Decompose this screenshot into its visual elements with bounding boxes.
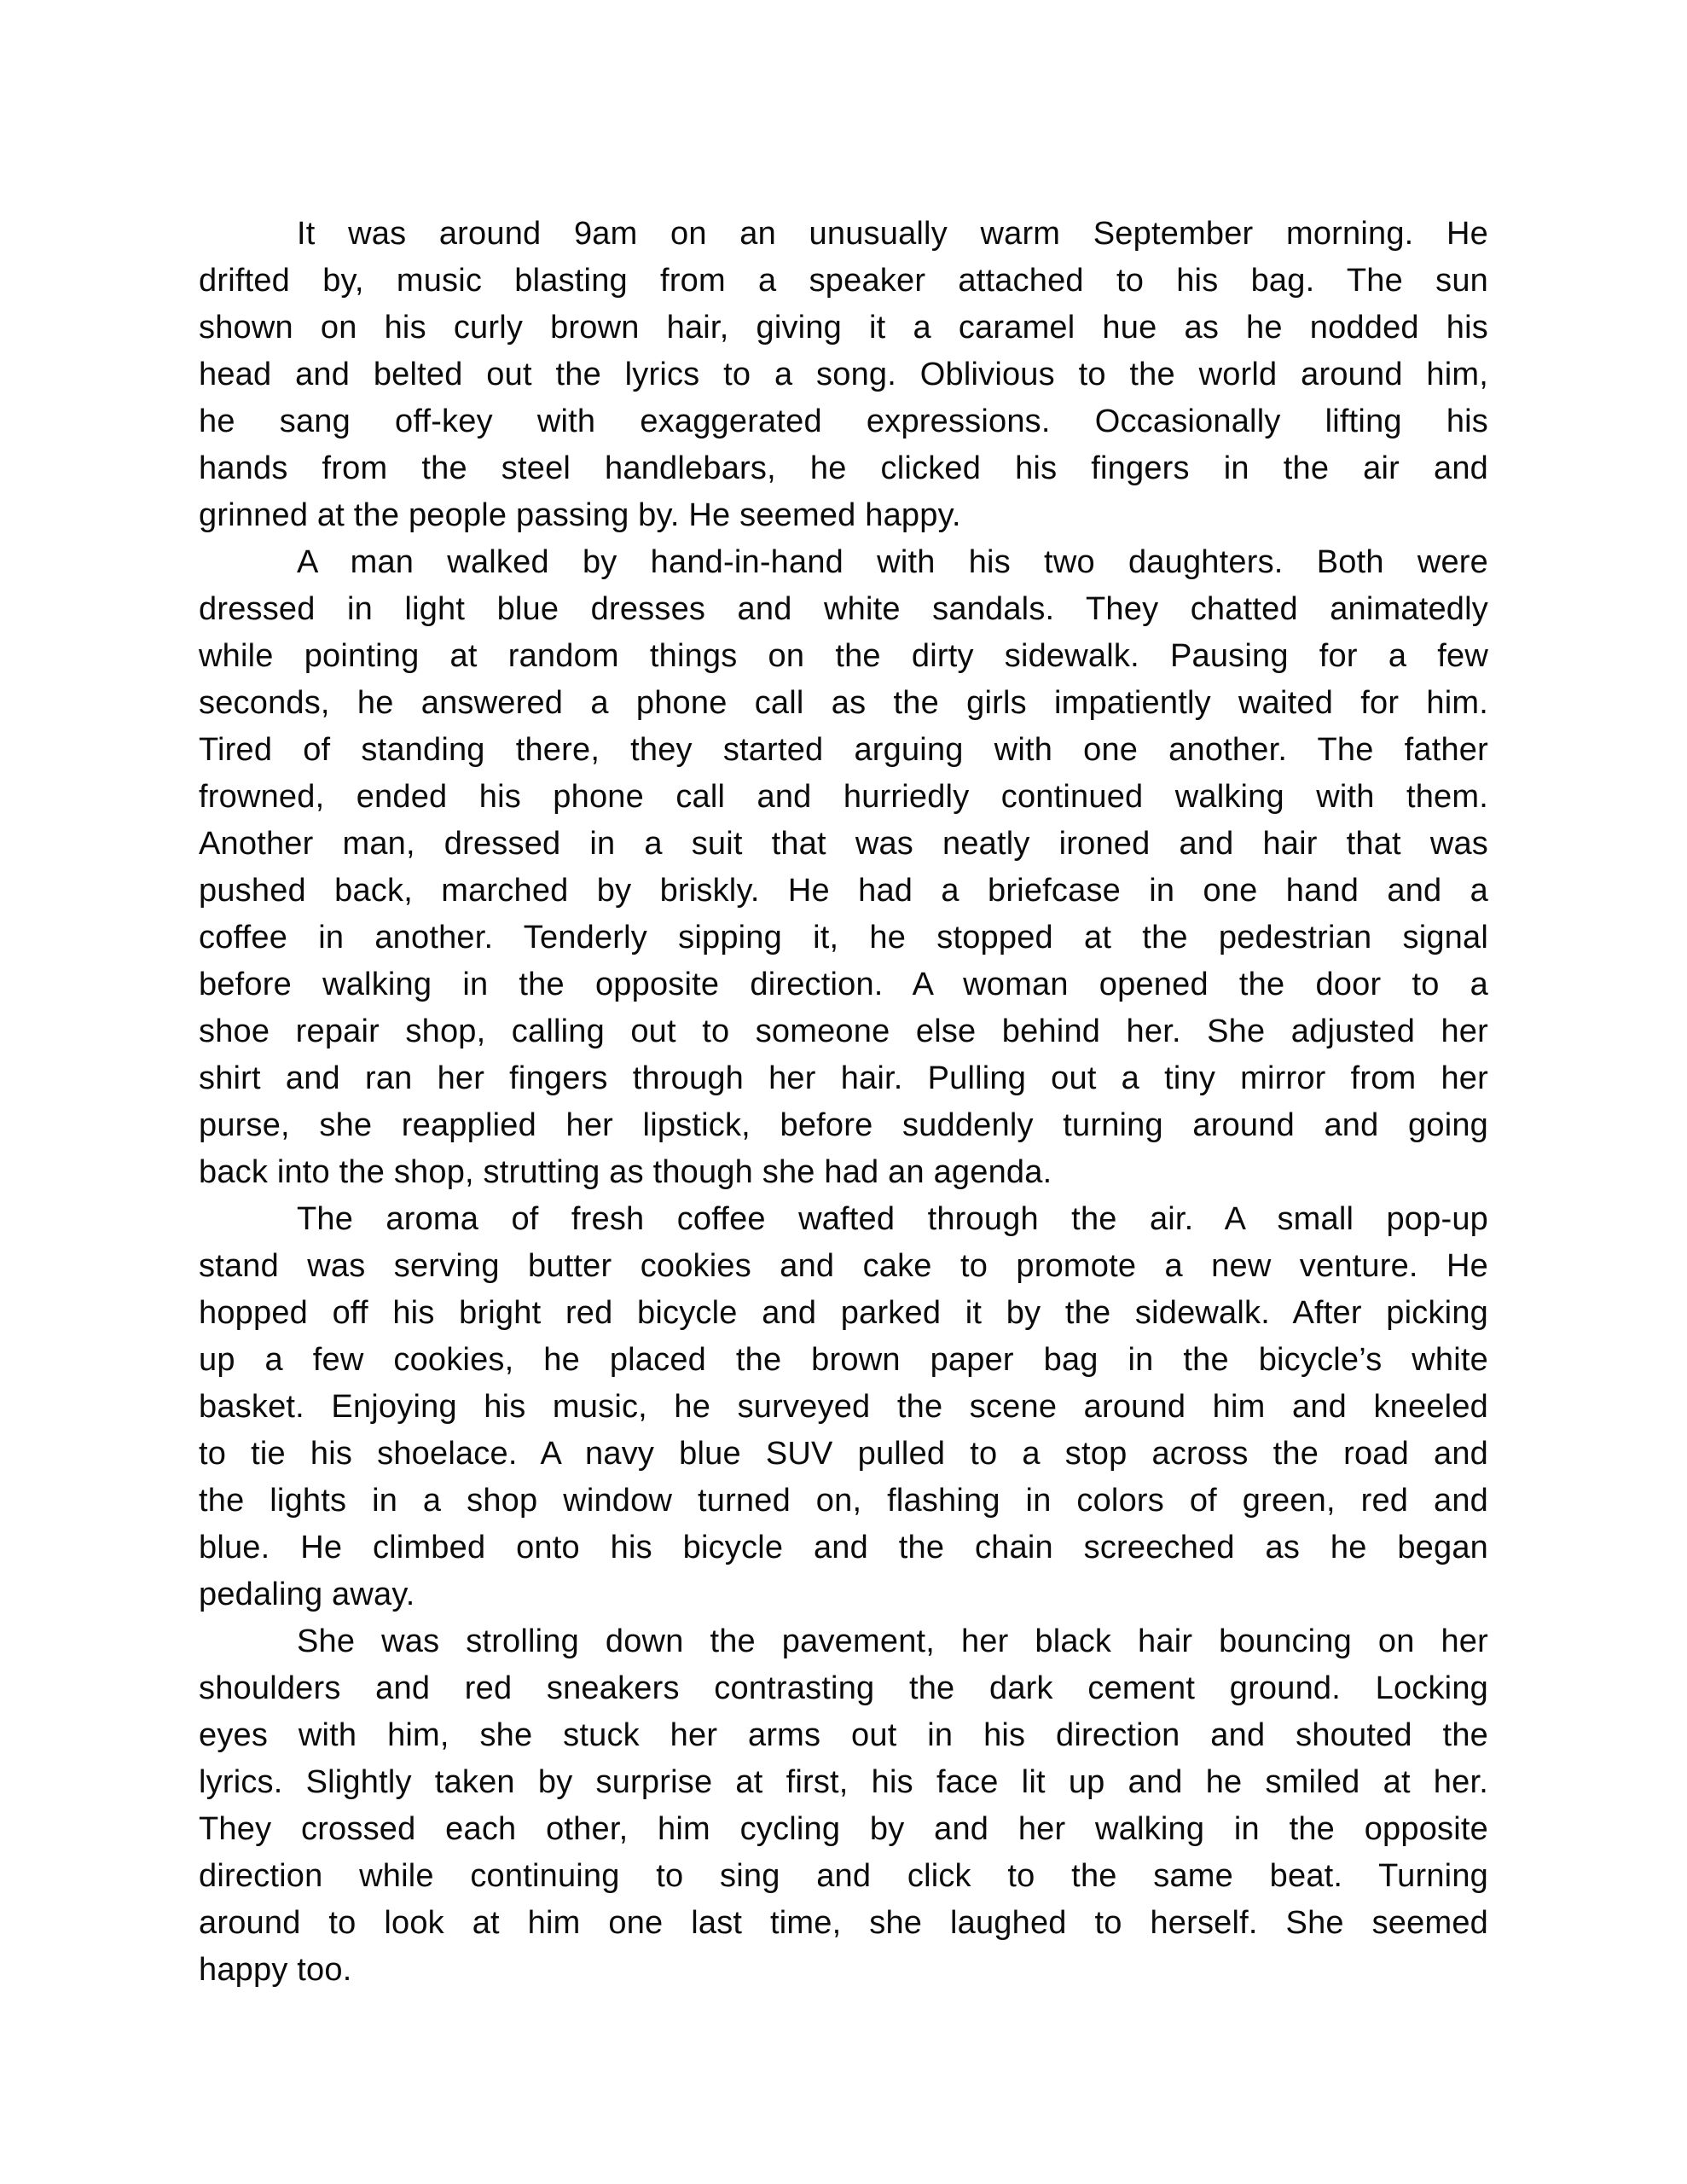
text-line: blue. He climbed onto his bicycle and the chain screeched as he began — [199, 1530, 1488, 1565]
paragraph — [199, 1618, 1488, 1994]
text-line: stand was serving butter cookies and cake to promote a new venture. He — [199, 1248, 1488, 1284]
text-line: coffee in another. Tenderly sipping it, he stopped at the pedestrian signal — [199, 920, 1488, 956]
text-line: pushed back, marched by briskly. He had a briefcase in one hand and a — [199, 873, 1488, 909]
text-line: around to look at him one last time, she laughed to herself. She seemed — [199, 1905, 1488, 1941]
story-text-block — [199, 211, 1488, 1994]
text-line: before walking in the opposite direction. A woman opened the door to a — [199, 967, 1488, 1002]
text-line: purse, she reapplied her lipstick, before suddenly turning around and going — [199, 1107, 1488, 1143]
text-line: shoulders and red sneakers contrasting the dark cement ground. Locking — [199, 1670, 1488, 1706]
text-line: back into the shop, strutting as though she had an agenda. — [199, 1154, 1052, 1190]
paragraph — [199, 539, 1488, 1196]
text-line: up a few cookies, he placed the brown paper bag in the bicycle’s white — [199, 1342, 1488, 1378]
text-line: grinned at the people passing by. He seemed happy. — [199, 497, 961, 533]
text-line: eyes with him, she stuck her arms out in his direction and shouted the — [199, 1717, 1488, 1753]
text-line: It was around 9am on an unusually warm September morning. He — [297, 216, 1488, 252]
text-line: hands from the steel handlebars, he clicked his fingers in the air and — [199, 450, 1488, 486]
text-line: shown on his curly brown hair, giving it a caramel hue as he nodded his — [199, 310, 1488, 346]
text-line: pedaling away. — [199, 1577, 415, 1612]
text-line: lyrics. Slightly taken by surprise at first, his face lit up and he smiled at her. — [199, 1764, 1488, 1800]
text-line: Another man, dressed in a suit that was neatly ironed and hair that was — [199, 826, 1488, 862]
text-line: seconds, he answered a phone call as the girls impatiently waited for him. — [199, 685, 1488, 721]
paragraph — [199, 211, 1488, 539]
text-line: hopped off his bright red bicycle and parked it by the sidewalk. After picking — [199, 1295, 1488, 1331]
text-line: frowned, ended his phone call and hurriedly continued walking with them. — [199, 779, 1488, 815]
text-line: Tired of standing there, they started arguing with one another. The father — [199, 732, 1488, 768]
text-line: he sang off-key with exaggerated expressions. Occasionally lifting his — [199, 404, 1488, 439]
text-line: She was strolling down the pavement, her black hair bouncing on her — [297, 1623, 1488, 1659]
text-line: head and belted out the lyrics to a song. Oblivious to the world around him, — [199, 357, 1488, 392]
text-line: the lights in a shop window turned on, flashing in colors of green, red and — [199, 1483, 1488, 1519]
text-line: drifted by, music blasting from a speaker attached to his bag. The sun — [199, 263, 1488, 299]
text-line: while pointing at random things on the dirty sidewalk. Pausing for a few — [199, 638, 1488, 674]
text-line: A man walked by hand-in-hand with his two daughters. Both were — [297, 544, 1488, 580]
paragraph — [199, 1196, 1488, 1618]
text-line: shirt and ran her fingers through her hair. Pulling out a tiny mirror from her — [199, 1060, 1488, 1096]
text-line: to tie his shoelace. A navy blue SUV pulled to a stop across the road and — [199, 1436, 1488, 1472]
text-line: dressed in light blue dresses and white sandals. They chatted animatedly — [199, 591, 1488, 627]
text-line: They crossed each other, him cycling by and her walking in the opposite — [199, 1811, 1488, 1847]
text-line: The aroma of fresh coffee wafted through the air. A small pop-up — [297, 1201, 1488, 1237]
text-line: happy too. — [199, 1952, 352, 1988]
text-line: shoe repair shop, calling out to someone else behind her. She adjusted her — [199, 1014, 1488, 1049]
text-line: direction while continuing to sing and click to the same beat. Turning — [199, 1858, 1488, 1894]
text-line: basket. Enjoying his music, he surveyed the scene around him and kneeled — [199, 1389, 1488, 1425]
